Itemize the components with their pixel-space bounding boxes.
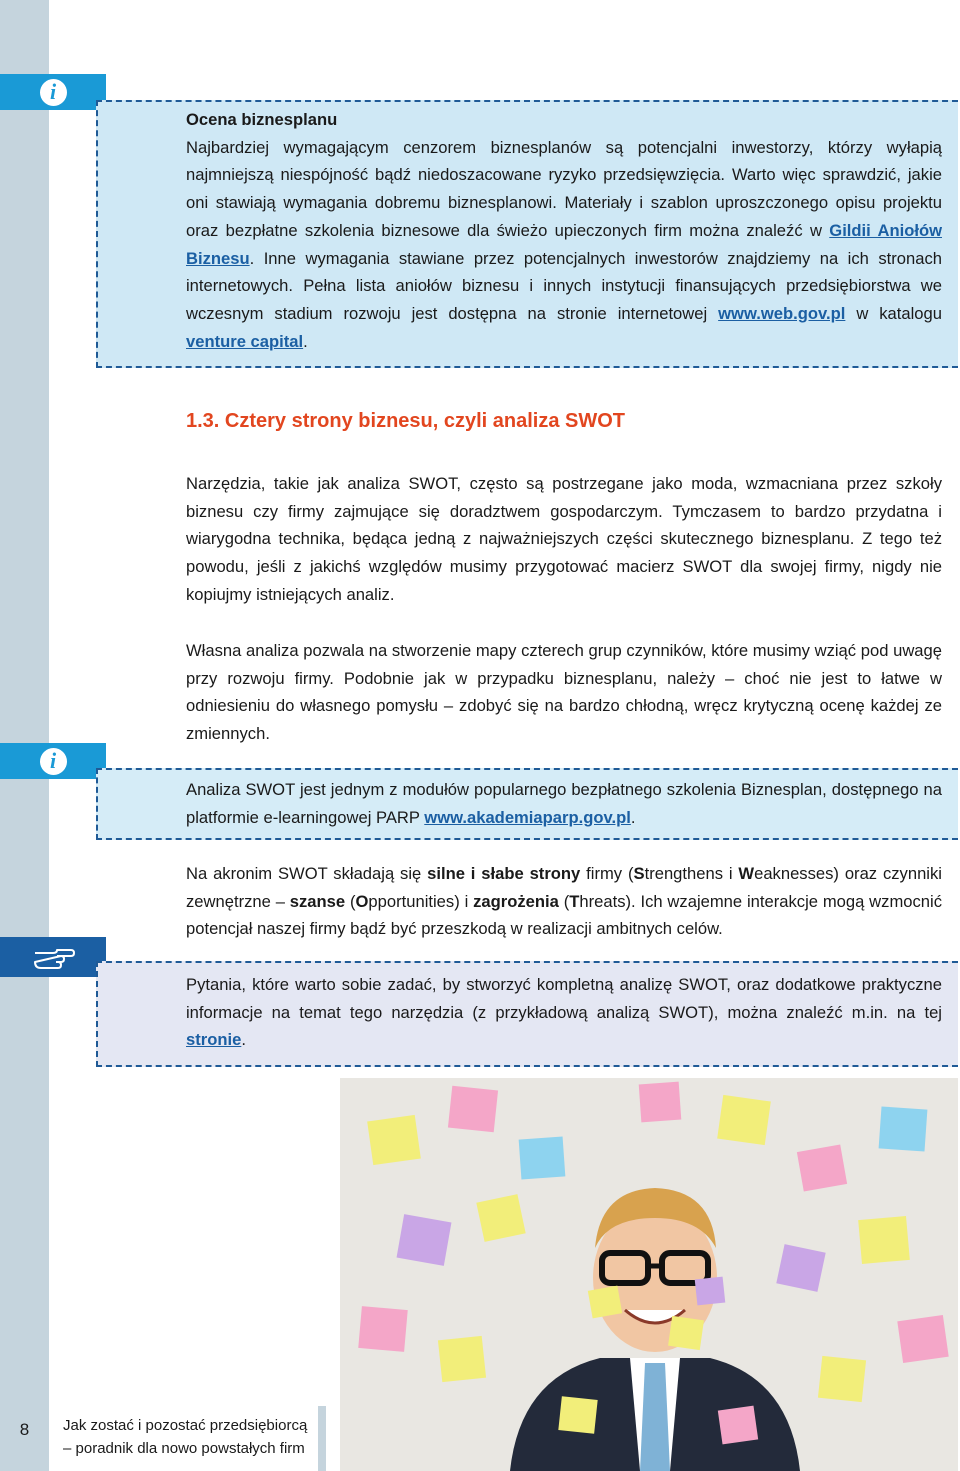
p3-bold: zagrożenia: [473, 891, 559, 911]
hand-tab: [0, 937, 106, 977]
paragraph-own-analysis: [186, 637, 942, 748]
p3-bold: S: [633, 864, 645, 883]
p3-bold: T: [569, 891, 580, 911]
section-number: 1.3.: [186, 410, 220, 432]
section-title: Cztery strony biznesu, czyli analiza SWOT: [224, 410, 626, 432]
paragraph-3: [186, 860, 942, 943]
photo-illustration: [340, 1078, 958, 1471]
p3-text: trengthens i: [644, 864, 739, 883]
footer-divider-bar: [318, 1406, 326, 1471]
p3-bold: O: [355, 891, 369, 911]
p3-text: (: [558, 891, 570, 911]
web-gov-link[interactable]: www.web.gov.pl: [718, 303, 846, 323]
page-number: 8: [19, 1420, 30, 1439]
hand-box-text-1: Pytania, które warto sobie zadać, by stworzyć kompletną analizę SWOT, oraz dodatkowe praktyczne informacje na temat tego narzędzia (z przykładową analizą SWOT), można znaleźć m.in. na tej: [186, 975, 942, 1022]
footer-line-2: – poradnik dla nowo powstałych firm: [63, 1440, 305, 1457]
info-box-text-1: Najbardziej wymagającym cenzorem biznesplanów są potencjalni inwestorzy, którzy wyłapią najmniejszą niespójność bądź niedoszacowane ryzyko przedsięwzięcia. Warto więc sprawdzić, jakie oni stawiają wymagania dobremu biznesplanowi. Materiały i szablon uproszczonego opisu projektu oraz bezpłatne szkolenia biznesowe dla świeżo upieczonych firm można znaleźć w: [186, 137, 942, 240]
info-icon: i: [40, 748, 67, 775]
gildia-aniolow-link[interactable]: Gildii Aniołów Biznesu: [186, 220, 942, 268]
hand-box-text: [186, 971, 942, 1054]
footer-line-1: Jak zostać i pozostać przedsiębiorcą: [63, 1417, 308, 1434]
akademiaparp-link[interactable]: www.akademiaparp.gov.pl: [424, 807, 631, 827]
info-box-title: Ocena biznesplanu: [186, 110, 338, 129]
hand-box-text-2: .: [241, 1030, 246, 1050]
venture-capital-link[interactable]: venture capital: [186, 331, 304, 351]
section-heading: [186, 410, 625, 433]
p3-text: firmy (: [580, 864, 634, 883]
info-tab-2: [0, 743, 106, 779]
paragraph-swot-intro: [186, 470, 942, 609]
p3-text: hreats). Ich wzajemne interakcje mogą wzmocnić potencjał naszej firmy bądź być przeszkodą w realizacji ambitnych celów.: [186, 891, 943, 939]
hand-box-body: [186, 971, 942, 1054]
p3-text: pportunities) i: [368, 891, 474, 911]
info-box-text-3: w katalogu: [845, 303, 942, 323]
info-box-2-text-2: .: [630, 807, 636, 827]
info-tab: [0, 74, 106, 110]
info-box-text-2: . Inne wymagania stawiane przez potencjalnych inwestorów znajdziemy na ich stronach internetowych. Pełna lista aniołów biznesu i innych instytucji finansujących przedsiębiorstwa we wczesnym stadium rozwoju jest dostępna na stronie internetowej: [186, 248, 942, 323]
footer-title: [63, 1414, 307, 1460]
info-box-bottom-border: [96, 366, 958, 368]
photo-boy-sticky-notes: [340, 1078, 958, 1471]
paragraph-2: Własna analiza pozwala na stworzenie mapy czterech grup czynników, które musimy wziąć pod uwagę przy rozwoju firmy. Podobnie jak w przypadku biznesplanu, należy – choć nie jest to łatwe w odniesieniu do własnego pomysłu – zdobyć się na bardzo chłodną, wręcz krytyczną ocenę każdej ze zmiennych.: [186, 641, 942, 744]
pointing-hand-icon: [31, 943, 75, 971]
info-box-body: [186, 134, 942, 356]
paragraph-swot-acronym: [186, 860, 942, 943]
info-box-2-body: [186, 776, 942, 831]
p3-bold: szanse: [289, 891, 346, 911]
info-box-2-text-1: Analiza SWOT jest jednym z modułów popularnego bezpłatnego szkolenia Biznesplan, dostępnego na platformie e-learningowej PARP: [186, 780, 942, 827]
info-icon: i: [40, 79, 67, 106]
info-box-text-4: .: [303, 331, 308, 351]
p3-text: (: [345, 891, 356, 911]
paragraph-1: Narzędzia, takie jak analiza SWOT, często są postrzegane jako moda, wzmacniana przez szkoły biznesu czy firmy zajmujące się doradztwem gospodarczym. Tymczasem to bardzo przydatna i wiarygodna technika, będąca jedną z najważniejszych części skutecznego biznesplanu. Z tego też powodu, jeśli z jakichś względów musimy przygotować macierz SWOT dla swojej firmy, nigdy nie kopiujmy istniejących analiz.: [186, 474, 942, 604]
p3-bold: W: [738, 864, 755, 883]
info-box-akademia-text: [186, 776, 942, 831]
hand-box-bottom-border: [96, 1065, 958, 1067]
info-box-ocena-text: [186, 106, 942, 355]
p3-text: eaknesses) oraz czynniki zewnętrzne –: [186, 864, 942, 911]
stronie-link[interactable]: stronie: [186, 1030, 242, 1050]
info-box-2-bottom-border: [96, 838, 958, 840]
page-sidebar-stripe: [0, 0, 49, 1471]
p3-text: Na akronim SWOT składają się: [186, 864, 428, 883]
p3-bold: silne i słabe strony: [427, 864, 581, 883]
